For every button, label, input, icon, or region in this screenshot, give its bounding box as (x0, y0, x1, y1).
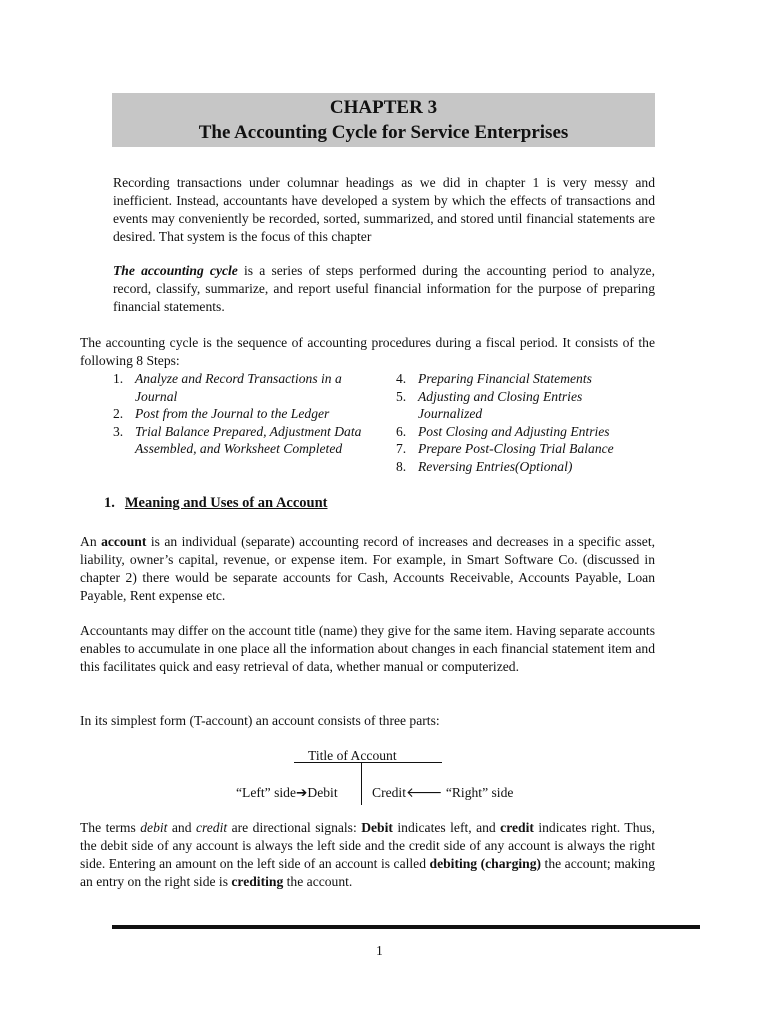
intro-paragraph-1: Recording transactions under columnar headings as we did in chapter 1 is very messy and inefficient. Instead, accountants have developed a system by which the effects of transactions and events may conveniently be recorded, sorted, summarized, and stored until financial statements are desired. That system is the focus of this chapter (113, 175, 655, 244)
t-account-title: Title of Account (308, 748, 397, 763)
cycle-intro: The accounting cycle is the sequence of accounting procedures during a fiscal period. It consists of the following 8 Steps: (80, 335, 655, 368)
chapter-banner (112, 93, 655, 147)
section-number: 1. (104, 495, 115, 511)
chapter-number: CHAPTER 3 (329, 97, 438, 118)
chapter-title: The Accounting Cycle for Service Enterprises (198, 122, 569, 143)
t-account-horizontal-line (294, 762, 442, 763)
steps-list-right (396, 370, 656, 476)
footer-divider (112, 925, 700, 929)
list-item: 6. Post Closing and Adjusting Entries (396, 423, 610, 439)
list-item: 7. Prepare Post-Closing Trial Balance (396, 441, 614, 457)
section-title: Meaning and Uses of an Account (124, 495, 328, 511)
t-account-left-side: “Left” side➔Debit (236, 785, 338, 800)
list-item: 3. Trial Balance Prepared, Adjustment Data Assembled, and Worksheet Completed (113, 423, 362, 457)
accounting-cycle-definition: is a series of steps performed during the accounting period to analyze, record, classify, summarize, and report useful financial information for the purpose of preparing financial statements. (113, 263, 655, 314)
list-item: 1. Analyze and Record Transactions in a Journal (113, 371, 342, 404)
section-heading (104, 495, 328, 512)
account-paragraph-2: Accountants may differ on the account title (name) they give for the same item. Having separate accounts enables to accumulate in one place all the information about changes in each financial statement item and this facilitates quick and easy retrieval of data, whether manual or computerized. (80, 623, 655, 674)
t-account-vertical-line (361, 762, 362, 805)
intro-paragraph-2 (113, 262, 655, 316)
list-item: 4. Preparing Financial Statements (396, 371, 592, 386)
account-paragraph-3: In its simplest form (T-account) an account consists of three parts: (80, 713, 440, 728)
list-item: 8. Reversing Entries(Optional) (396, 458, 573, 474)
account-term: account (101, 534, 147, 549)
t-account-right-side: Credit🡐 “Right” side (372, 785, 514, 800)
accounting-cycle-term: The accounting cycle (113, 263, 238, 278)
debit-credit-paragraph: The terms debit and credit are directional signals: Debit indicates left, and credit indicates right. Thus, the debit side of any account is always the left side and the credit side of any account is always the right side. Entering an amount on the left side of an account is called debiting (charging) the account; making an entry on the right side is crediting the account. (80, 820, 655, 889)
t-account-diagram (230, 745, 530, 805)
steps-list-left (113, 370, 363, 458)
page-number: 1 (376, 943, 383, 958)
account-paragraph-1: An account is an individual (separate) accounting record of increases and decreases in a specific asset, liability, owner’s capital, revenue, or expense item. For example, in Smart Software Co. (discussed in chapter 2) there would be separate accounts for Cash, Accounts Receivable, Accounts Payable, Loan Payable, Rent expense etc. (80, 534, 655, 603)
list-item: 2. Post from the Journal to the Ledger (113, 406, 330, 422)
list-item: 5. Adjusting and Closing Entries Journalized (396, 388, 583, 422)
